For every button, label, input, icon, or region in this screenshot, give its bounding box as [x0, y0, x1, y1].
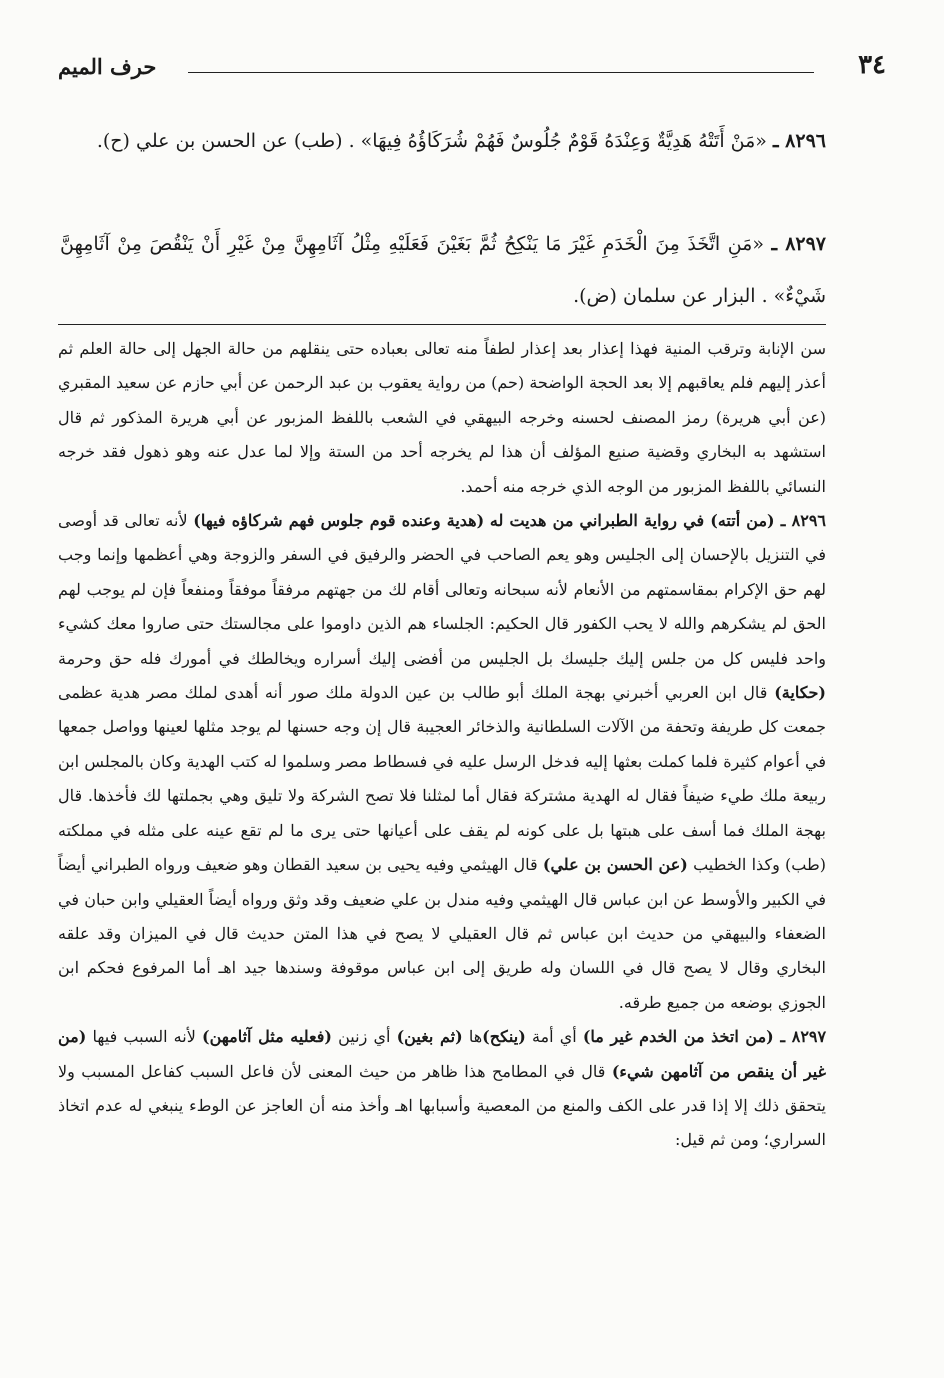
commentary-8297-quote: (من غير أن ينقص من آثامهن شيء)	[58, 1027, 827, 1081]
hadith-text: «مَنْ أَتَتْهُ هَدِيَّةٌ وَعِنْدَهُ قَوْمٌ جُلُوسٌ فَهُمْ شُرَكَاؤُهُ فِيهَا»	[360, 130, 767, 152]
commentary-8297-part: ها	[468, 1027, 483, 1047]
hadith-number: ٨٢٩٧ ـ	[771, 233, 827, 255]
commentary-8297-part: أي زنين	[338, 1027, 391, 1047]
page-header	[58, 50, 886, 90]
footnote-divider	[58, 324, 826, 325]
commentary-8297-quote: (فعليه مثل آثامهن)	[202, 1027, 332, 1047]
commentary-8296	[58, 504, 826, 1020]
page-number: ٣٤	[858, 50, 886, 80]
commentary-8297-quote: (ثم بغين)	[396, 1027, 463, 1047]
commentary-8297-quote: (ينكح)	[482, 1027, 526, 1047]
commentary-8297-part: أي أمة	[531, 1027, 577, 1047]
chapter-title: حرف الميم	[58, 54, 157, 79]
hadith-8297	[60, 218, 826, 322]
hadith-text: «مَنِ اتَّخَذَ مِنَ الْخَدَمِ غَيْرَ مَا يَنْكِحُ ثُمَّ بَغَيْنَ فَعَلَيْهِ مِثْلُ آثَامِهِنَّ مِنْ غَيْرِ أَنْ يَنْقُصَ مِنْ آثَامِهِنَّ شَيْءٌ»	[60, 233, 826, 307]
hadith-source: . البزار عن سلمان (ض).	[573, 285, 768, 307]
commentary-8296-quote: (هدية وعنده قوم جلوس فهم شركاؤه فيها)	[193, 511, 485, 531]
commentary	[58, 332, 826, 1158]
hadith-8296	[60, 115, 826, 167]
hadith-number: ٨٢٩٦ ـ	[772, 130, 826, 152]
commentary-continuation: سن الإنابة وترقب المنية فهذا إعذار بعد إعذار لطفاً منه تعالى بعباده حتى ينقلهم من حالة الجهل إلى حالة العلم ثم أعذر إليهم فلم يعاقبهم إلا بعد الحجة الواضحة (حم) من رواية يعقوب بن عبد الرحمن عن أبي حازم عن سعيد المقبري (عن أبي هريرة) رمز المصنف لحسنه وخرجه البيهقي في الشعب باللفظ المزبور عن أبي هريرة المذكور ثم قال استشهد به البخاري وقضية صنيع المؤلف أن هذا لم يخرجه أحد من الستة وإلا لما عدل عنه وهو ذهول فقد خرجه النسائي باللفظ المزبور من الوجه الذي خرجه منه أحمد.	[58, 339, 827, 496]
commentary-8297-lead: ٨٢٩٧ ـ (من اتخذ من الخدم غير ما)	[582, 1027, 827, 1047]
commentary-8296-from: (عن الحسن بن علي)	[542, 855, 688, 875]
commentary-8296-story: قال ابن العربي أخبرني بهجة الملك أبو طالب بن عين الدولة ملك صور أنه أهدى لملك مصر هدية عظمى جمعت كل طريفة وتحفة من الآلات السلطانية والذخائر العجيبة قال إن وجه حسنها لم يوجد مثلها لعينها وواصل جمعها في أعوام كثيرة فلما كملت بعثها إليه فدخل الرسل عليه في فسطاط مصر وسلموا له كتب الهدية وكان بالمجلس ابن ربيعة ملك طيء ضيفاً فقال له الهدية مشتركة فقال أما لمثلنا فلا تصح الشركة ولا تليق وهي بجملتها لك فأخذها. قال بهجة الملك فما أسف على هبتها بل على كونه لم يقف على أعيانها حتى يرى ما لم تقع عينه على مثله في مملكته (طب) وكذا الخطيب	[58, 683, 826, 875]
commentary-8296-lead: ٨٢٩٦ ـ (من أتته) في رواية الطبراني من هديت له	[489, 511, 827, 531]
commentary-8297-tail: قال في المطامح هذا ظاهر من حيث المعنى لأن فاعل السبب كفاعل المسبب ولا يتحقق ذلك إلا إذا قدر على الكف والمنع من المعصية وأسبابها اهـ وأخذ منه أن العاجز عن الوطء ينبغي له عدم اتخاذ السراري؛ ومن ثم قيل:	[58, 1061, 826, 1150]
commentary-8297	[58, 1020, 826, 1158]
commentary-8296-tail: قال الهيثمي وفيه يحيى بن سعيد القطان وهو ضعيف ورواه الطبراني أيضاً في الكبير والأوسط عن ابن عباس قال الهيثمي وفيه مندل بن علي ضعيف وقد وثق ورواه أيضاً العقيلي وابن حبان في الضعفاء والبيهقي من حديث ابن عباس ثم قال العقيلي لا يصح في هذا المتن حديث قال في الميزان وقد علقه البخاري وقال لا يصح قال في اللسان وله طريق إلى ابن عباس موقوفة وسندها جيد اهـ أما المرفوع فحكم ابن الجوزي بوضعه من جميع طرقه.	[58, 855, 827, 1012]
commentary-8296-hikaya: (حكاية)	[774, 683, 826, 703]
hadith-source: . (طب) عن الحسن بن علي (ح).	[96, 130, 355, 152]
header-rule	[188, 72, 814, 73]
commentary-8296-body: لأنه تعالى قد أوصى في التنزيل بالإحسان إلى الجليس وهو يعم الصاحب في الحضر والرفيق في السفر والزوجة وهي أعظمها وإنما وجب لهم حق الإكرام بمقاسمتهم من الأنعام لأنه سبحانه وتعالى أقام لك من جهتهم مرفقاً موفقاً ومنفعاً فإن لم يوجب لهم الحق لم يشكرهم والله لا يحب الكفور قال الحكيم: الجلساء هم الذين داوموا على مجالستك حتى صاروا معك كشيء واحد فليس كل من جلس إليك جليسك بل الجليس من أفضى إليك أسراره ويخالطك في أمورك فله حق وحرمة	[58, 511, 827, 668]
commentary-8297-part: لأنه السبب فيها	[92, 1027, 196, 1047]
